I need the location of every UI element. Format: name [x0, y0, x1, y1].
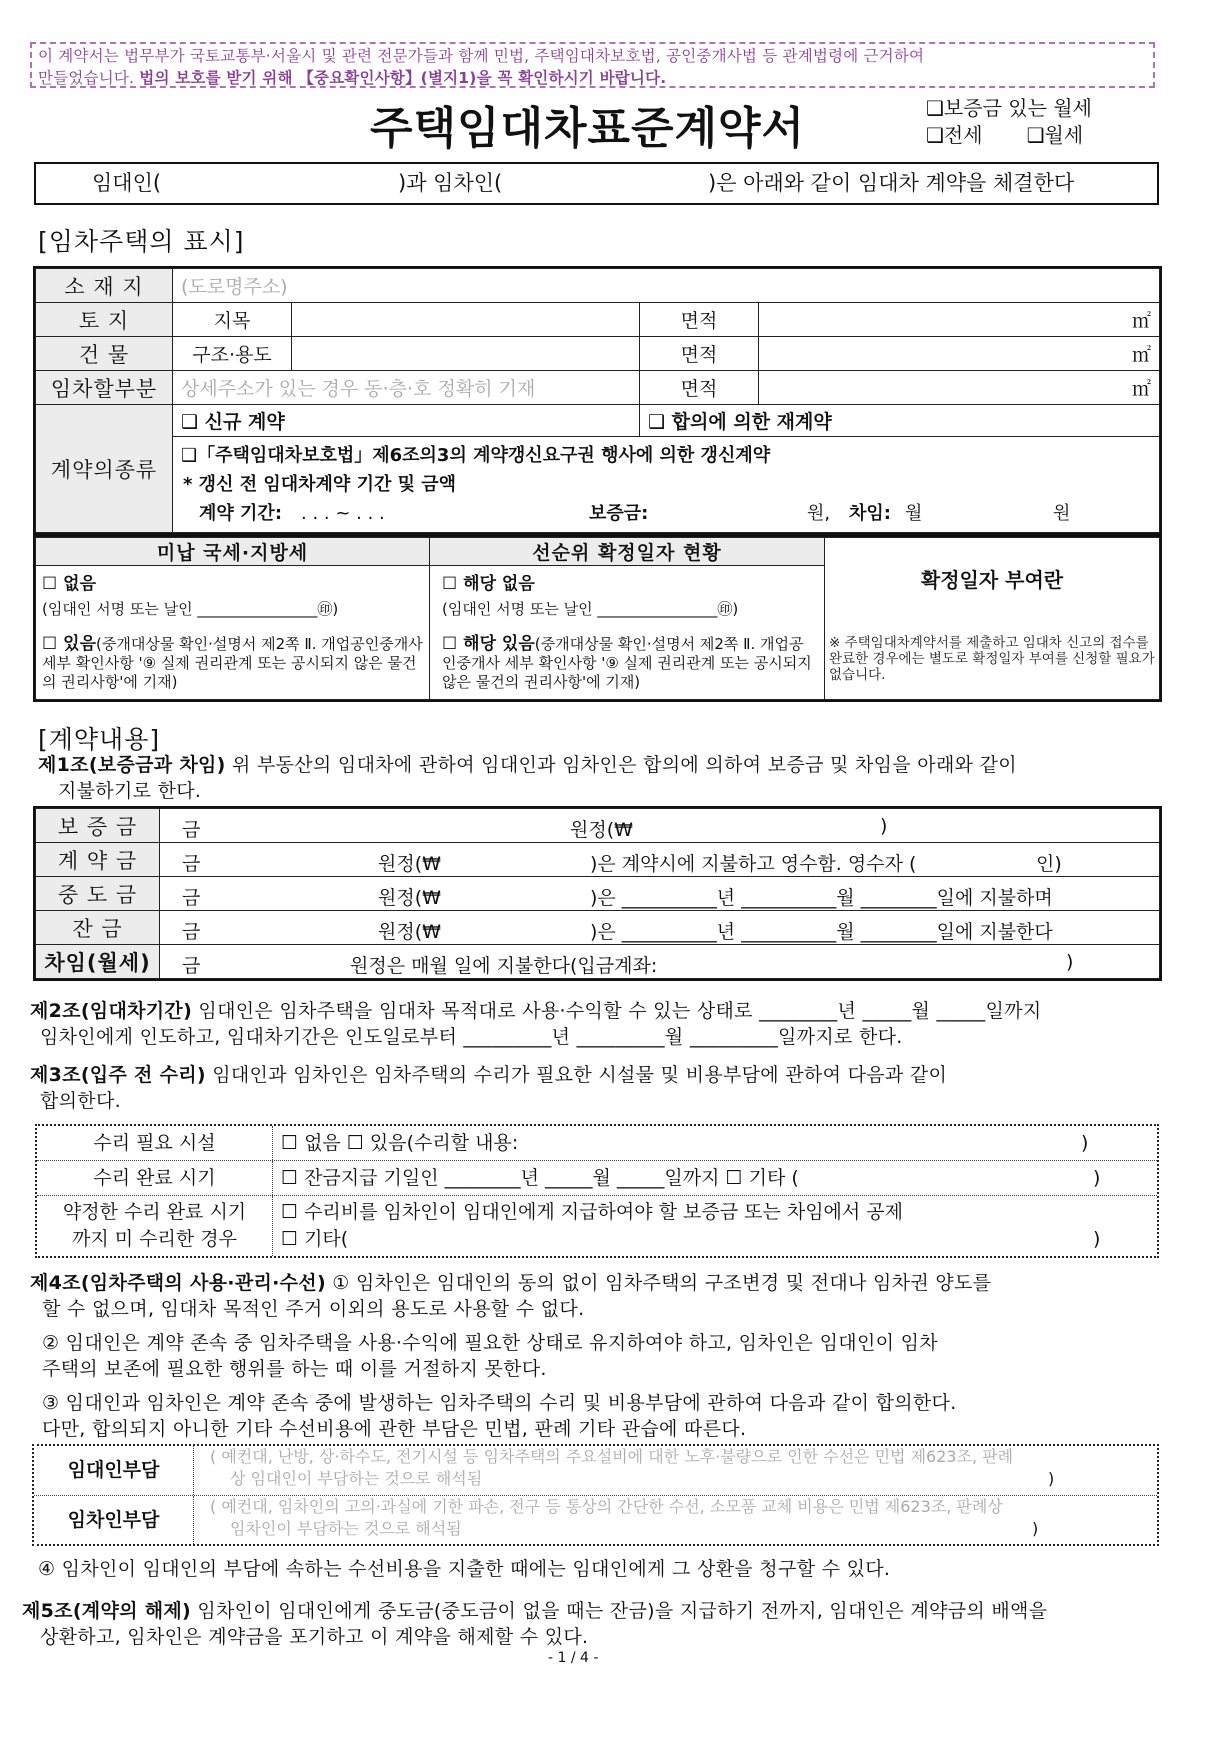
deposit-geum: 금 [182, 819, 201, 841]
repair-time-row [37, 1161, 1157, 1196]
lessee-burden-row [34, 1496, 1157, 1544]
jeonse-option[interactable]: ❑전세 [926, 123, 983, 147]
building-area-label: 면적 [640, 337, 759, 371]
priority-title: 선순위 확정일자 현황 [430, 538, 825, 566]
priority-none-option[interactable]: ☐ 해당 없음 [442, 574, 535, 594]
lessee-burden-close: ) [1032, 1519, 1039, 1538]
location-input[interactable]: (도로명주소) [173, 269, 1160, 303]
land-type-label: 지목 [173, 303, 292, 337]
article-3 [30, 1062, 1170, 1114]
renewal-month: 월 [905, 503, 923, 524]
art4-p3b: 다만, 합의되지 아니한 기타 수선비용에 관한 부담은 민법, 판례 기타 관습에 따른다. [42, 1418, 747, 1440]
balance-label: 잔 금 [36, 911, 160, 945]
balance-text: )은 __________년 __________월 ________일에 지불한다 [590, 921, 1053, 943]
notice-line2a: 만들었습니다. [38, 69, 140, 87]
middle-geum: 금 [182, 887, 201, 909]
repair-fail-option1[interactable]: ☐ 수리비를 임차인이 임대인에게 지급하여야 할 보증금 또는 차임에서 공제 [281, 1201, 904, 1223]
article-1 [38, 752, 1163, 804]
renewal-note: * 갱신 전 임대차계약 기간 및 금액 [183, 474, 457, 495]
repair-fail-options [281, 1196, 1141, 1256]
repair-fail-label1: 약정한 수리 완료 시기 [62, 1201, 247, 1223]
page-number: - 1 / 4 - [548, 1650, 599, 1666]
middle-payment-input[interactable] [160, 877, 1160, 911]
art4-p1: ① 임차인은 임대인의 동의 없이 임차주택의 구조변경 및 전대나 임차권 양도를 [325, 1272, 992, 1294]
priority-exist-option[interactable]: ☐ 해당 있음 [442, 634, 535, 654]
art2-text: 임대인은 임차주택을 임대차 목적대로 사용·수익할 수 있는 상태로 ________년 _____월 _____일까지 [192, 1000, 1042, 1022]
parties-box [34, 162, 1159, 205]
art3-text2: 합의한다. [40, 1090, 121, 1112]
renewal-cell [173, 437, 1160, 533]
lessee-burden-hint: ( 예컨대, 임차인의 고의·과실에 기한 파손, 전구 등 통상의 간단한 수선, 소모품 교체 비용은 민법 제623조, 판례상 [210, 1497, 1003, 1516]
art3-title: 제3조(입주 전 수리) [30, 1064, 206, 1086]
priority-exist-text: (중개대상물 확인·설명서 제2쪽 Ⅱ. 개업공인중개사 세부 확인사항 '⑨ 실제 권리관계 또는 공시되지 않은 물건의 권리사항'에 기재) [442, 635, 812, 691]
notice-line2b: 법의 보호를 받기 위해 【중요확인사항】(별지1)을 꼭 확인하시기 바랍니다. [139, 69, 667, 87]
fixed-date-cell [825, 538, 1160, 700]
property-table [35, 268, 1160, 533]
lessee-burden-hint2: 임차인이 부담하는 것으로 해석됨 [230, 1519, 462, 1538]
building-type-input[interactable] [292, 337, 640, 371]
art4-p2b: 주택의 보존에 필요한 행위를 하는 때 이를 거절하지 못한다. [42, 1358, 547, 1380]
repair-time-input[interactable]: ☐ 잔금지급 기일인 ________년 _____월 _____일까지 ☐ 기타 ( [281, 1167, 799, 1189]
down-in: 인) [1036, 853, 1062, 875]
renewal-detail [181, 499, 1151, 528]
tax-title: 미납 국세·지방세 [36, 538, 430, 566]
priority-sign[interactable]: (임대인 서명 또는 날인 ________________㊞) [442, 600, 739, 618]
priority-cell [430, 566, 825, 700]
fixed-date-title: 확정일자 부여란 [920, 568, 1064, 592]
renewal-period-dots[interactable]: . . . ~ . . . [301, 503, 385, 524]
down-payment-label: 계 약 금 [36, 843, 160, 877]
deposit-label: 보 증 금 [36, 809, 160, 843]
art4-title: 제4조(임차주택의 사용·관리·수선) [30, 1272, 326, 1294]
lessor-burden-close: ) [1048, 1469, 1055, 1488]
lessee-label: )과 임차인( [398, 171, 503, 195]
land-area-input[interactable]: ㎡ [759, 303, 1160, 337]
down-won: 원정(₩ [378, 853, 441, 875]
lease-part-input[interactable]: 상세주소가 있는 경우 동·층·호 정확히 기재 [173, 371, 640, 405]
deposit-input[interactable] [160, 809, 1160, 843]
repair-time-label: 수리 완료 시기 [37, 1161, 273, 1195]
document-title: 주택임대차표준계약서 [370, 103, 806, 154]
balance-won: 원정(₩ [378, 921, 441, 943]
payment-table [35, 808, 1160, 979]
tax-exist-option[interactable]: ☐ 있음 [42, 634, 97, 654]
balance-input[interactable] [160, 911, 1160, 945]
repair-fail-label [37, 1196, 273, 1256]
art4-p2: ② 임대인은 계약 존속 중 임차주택을 사용·수익에 필요한 상태로 유지하여야 하고, 임차인은 임대인이 임차 [42, 1332, 938, 1354]
repair-fail-row [37, 1196, 1157, 1256]
repair-need-close: ) [1081, 1132, 1089, 1154]
rent-label: 차임(월세) [36, 945, 160, 979]
art2-text2: 임차인에게 인도하고, 임대차기간은 인도일로부터 _________년 _________월 _________일까지로 한다. [40, 1026, 903, 1048]
section-property-title: [임차주택의 표시] [38, 227, 245, 256]
re-contract-option[interactable]: ❑ 합의에 의한 재계약 [640, 405, 1160, 437]
tax-cell [36, 566, 430, 700]
art1-text: 위 부동산의 임대차에 관하여 임대인과 임차인은 합의에 의하여 보증금 및 차임을 아래와 같이 [225, 754, 1017, 776]
repair-need-label: 수리 필요 시설 [37, 1126, 273, 1160]
art5-title: 제5조(계약의 해제) [22, 1600, 191, 1622]
down-geum: 금 [182, 853, 201, 875]
renewal-period-label: 계약 기간: [199, 503, 283, 524]
fixed-date-note: ※ 주택임대차계약서를 제출하고 임대차 신고의 접수를 완료한 경우에는 별도로 확정일자 부여를 신청할 필요가 없습니다. [829, 635, 1155, 683]
article-5 [22, 1598, 1172, 1650]
burden-table [32, 1444, 1159, 1546]
repair-need-row [37, 1126, 1157, 1161]
lease-part-label: 임차할부분 [36, 371, 173, 405]
tax-none-option[interactable]: ☐ 없음 [42, 574, 97, 594]
renewal-rent-label: 차임: [849, 503, 891, 524]
land-label: 토 지 [36, 303, 173, 337]
rent-text: 원정은 매월 일에 지불한다(입금계좌: [350, 955, 658, 977]
deposit-won: 원정(₩ [570, 819, 633, 841]
art4-p1b: 할 수 없으며, 임대차 목적인 주거 이외의 용도로 사용할 수 없다. [42, 1298, 585, 1320]
deposit-monthly-option[interactable]: ❑보증금 있는 월세 [926, 96, 1092, 120]
tax-sign[interactable]: (임대인 서명 또는 날인 ________________㊞) [42, 600, 339, 618]
repair-time-close: ) [1093, 1167, 1101, 1189]
art4-p3: ③ 임대인과 임차인은 계약 존속 중에 발생하는 임차주택의 수리 및 비용부담에 관하여 다음과 같이 합의한다. [42, 1392, 957, 1414]
section-contract-title: [계약내용] [38, 725, 161, 754]
down-payment-input[interactable] [160, 843, 1160, 877]
lessor-burden-hint: ( 예컨대, 난방, 상·하수도, 전기시설 등 임차주택의 주요설비에 대한 노후·불량으로 인한 수선은 민법 제623조, 판례 [210, 1447, 1014, 1466]
renewal-option[interactable]: ❑「주택임대차보호법」제6조의3의 계약갱신요구권 행사에 의한 갱신계약 [181, 445, 771, 466]
middle-text: )은 __________년 __________월 ________일에 지불하며 [590, 887, 1053, 909]
contract-type-options [926, 95, 1092, 149]
notice-line1: 이 계약서는 법무부가 국토교통부·서울시 및 관련 전문가들과 함께 민법, 주택임대차보호법, 공인중개사법 등 관계법령에 근거하여 [38, 47, 925, 65]
art3-text: 임대인과 임차인은 임차주택의 수리가 필요한 시설물 및 비용부담에 관하여 다음과 같이 [205, 1064, 948, 1086]
repair-need-input[interactable]: ☐ 없음 ☐ 있음(수리할 내용: [281, 1132, 519, 1154]
lessee-burden-label: 임차인부담 [34, 1496, 194, 1544]
article-4 [30, 1270, 1175, 1442]
land-area-label: 면적 [640, 303, 759, 337]
art5-text2: 상환하고, 임차인은 계약금을 포기하고 이 계약을 해제할 수 있다. [40, 1626, 589, 1648]
lessor-label: 임대인( [92, 171, 162, 195]
building-area-input[interactable]: ㎡ [759, 337, 1160, 371]
lease-area-input[interactable]: ㎡ [759, 371, 1160, 405]
article-2 [30, 998, 1170, 1050]
art4-p4: ④ 임차인이 임대인의 부담에 속하는 수선비용을 지출한 때에는 임대인에게 그 상환을 청구할 수 있다. [38, 1558, 891, 1580]
repair-fail-option2[interactable]: ☐ 기타( [281, 1228, 349, 1250]
parties-tail: )은 아래와 같이 임대차 계약을 체결한다 [708, 171, 1075, 195]
down-text: )은 계약시에 지불하고 영수함. 영수자 ( [590, 853, 917, 875]
art5-text: 임차인이 임대인에게 중도금(중도금이 없을 때는 잔금)을 지급하기 전까지, 임대인은 계약금의 배액을 [190, 1600, 1048, 1622]
lessor-burden-label: 임대인부담 [34, 1446, 194, 1495]
rent-geum: 금 [182, 955, 201, 977]
land-type-input[interactable] [292, 303, 640, 337]
lessee-burden-input[interactable] [210, 1496, 1150, 1544]
lessor-burden-input[interactable] [210, 1446, 1150, 1495]
renewal-won: 원, [807, 503, 831, 524]
art1-title: 제1조(보증금과 차임) [38, 754, 226, 776]
repair-table [35, 1124, 1159, 1258]
lessor-burden-hint2: 상 임대인이 부담하는 것으로 해석됨 [230, 1469, 483, 1488]
repair-fail-label2: 까지 미 수리한 경우 [72, 1228, 237, 1250]
new-contract-option[interactable]: ❑ 신규 계약 [173, 405, 640, 437]
middle-won: 원정(₩ [378, 887, 441, 909]
lessor-burden-row [34, 1446, 1157, 1496]
building-label: 건 물 [36, 337, 173, 371]
tax-priority-table [35, 537, 1160, 700]
tax-exist-text: (중개대상물 확인·설명서 제2쪽 Ⅱ. 개업공인중개사 세부 확인사항 '⑨ 실제 권리관계 또는 공시되지 않은 물건의 권리사항'에 기재) [42, 635, 423, 691]
art1-text2: 지불하기로 한다. [58, 780, 202, 802]
monthly-option[interactable]: ❑월세 [1026, 123, 1084, 147]
building-type-label: 구조·용도 [173, 337, 292, 371]
middle-payment-label: 중 도 금 [36, 877, 160, 911]
legal-notice [30, 42, 1155, 88]
contract-kind-label: 계약의종류 [36, 405, 173, 533]
repair-fail-close: ) [1093, 1228, 1101, 1250]
renewal-won2: 원 [1053, 503, 1071, 524]
location-label: 소 재 지 [36, 269, 173, 303]
balance-geum: 금 [182, 921, 201, 943]
renewal-deposit-label: 보증금: [589, 503, 649, 524]
rent-input[interactable] [160, 945, 1160, 979]
deposit-close: ) [880, 815, 888, 837]
art2-title: 제2조(임대차기간) [30, 1000, 193, 1022]
rent-close: ) [1066, 951, 1074, 973]
lease-area-label: 면적 [640, 371, 759, 405]
